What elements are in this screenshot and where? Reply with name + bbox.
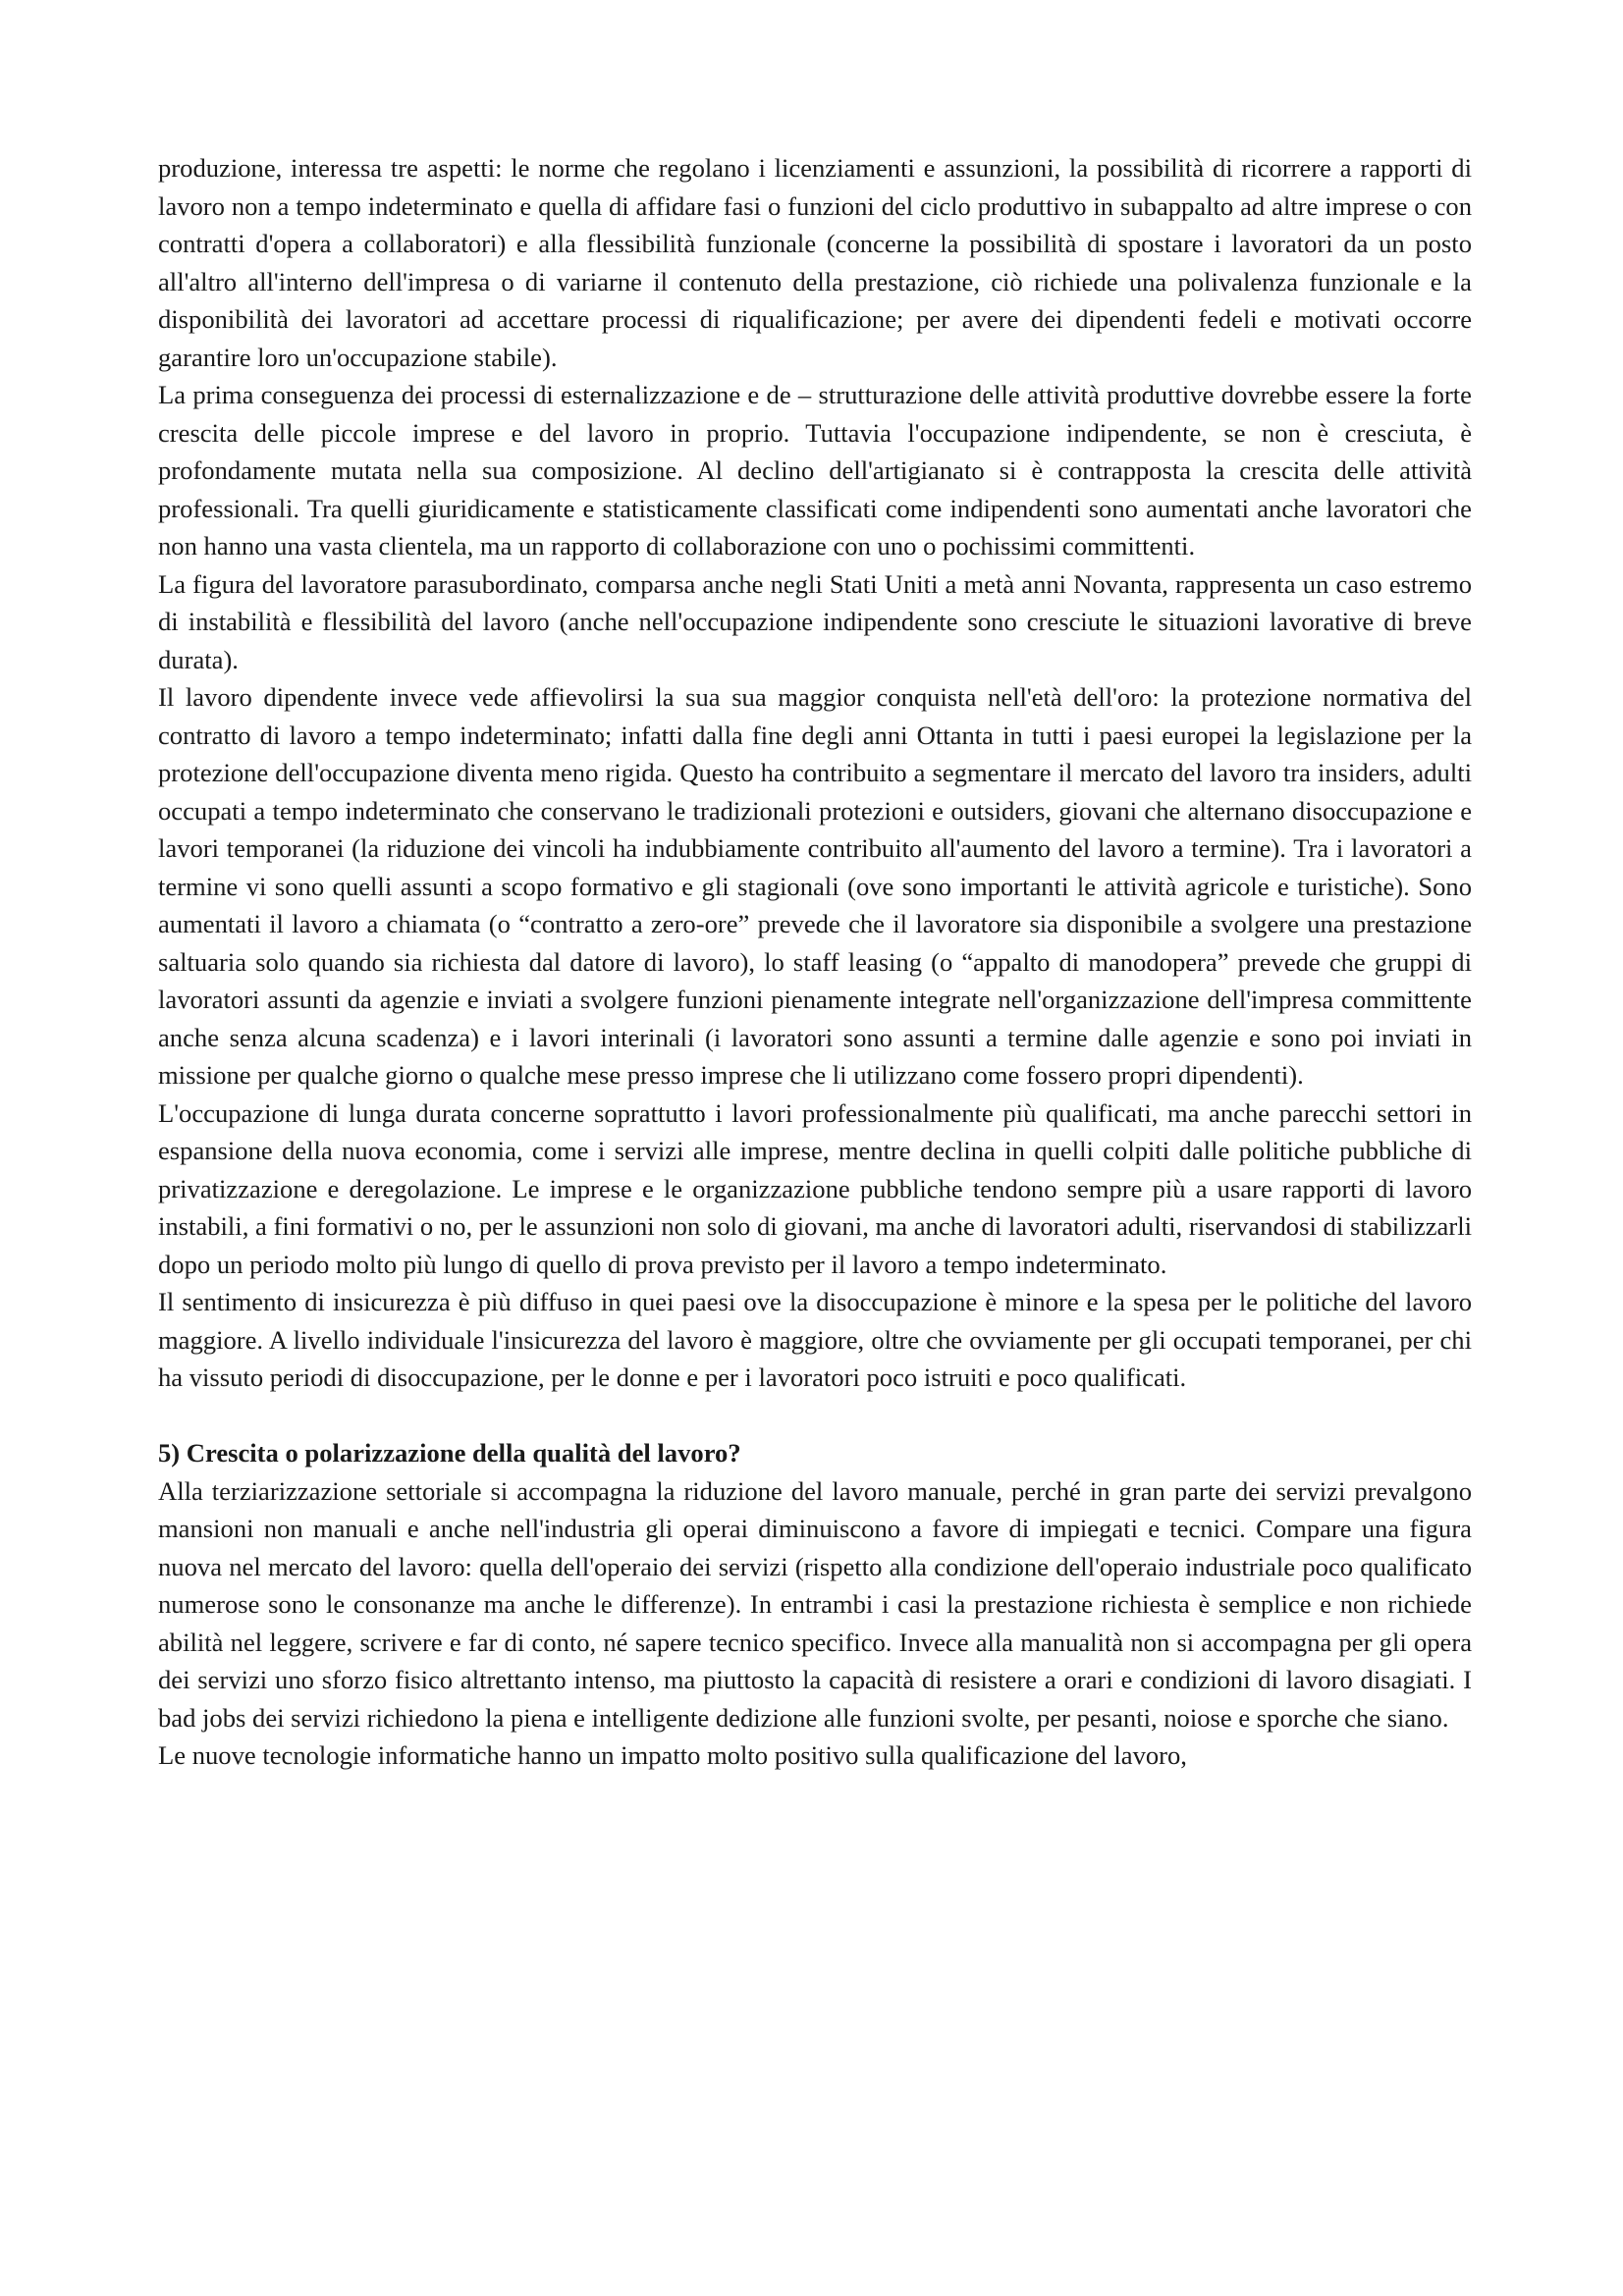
paragraph-terziarizzazione: Alla terziarizzazione settoriale si accompagna la riduzione del lavoro manuale, perché in gran parte dei servizi prevalgono mansioni non manuali e anche nell'industria gli operai diminuiscono a favore di impiegati e tecnici. Compare una figura nuova nel mercato del lavoro: quella dell'operaio dei servizi (rispetto alla condizione dell'operaio industriale poco qualificato numerose sono le consonanze ma anche le differenze). In entrambi i casi la prestazione richiesta è semplice e non richiede abilità nel leggere, scrivere e far di conto, né sapere tecnico specifico. Invece alla manualità non si accompagna per gli opera dei servizi uno sforzo fisico altrettanto intenso, ma piuttosto la capacità di resistere a orari e condizioni di lavoro disagiati. I bad jobs dei servizi richiedono la piena e intelligente dedizione alle funzioni svolte, per pesanti, noiose e sporche che siano. xyxy=(158,1475,1472,1733)
section-heading: 5) Crescita o polarizzazione della qualità del lavoro? xyxy=(158,1438,741,1468)
document-page xyxy=(158,149,1472,1775)
paragraph-insicurezza: Il sentimento di insicurezza è più diffuso in quei paesi ove la disoccupazione è minore e la spesa per le politiche del lavoro maggiore. A livello individuale l'insicurezza del lavoro è maggiore, oltre che ovviamente per gli occupati temporanei, per chi ha vissuto periodi di disoccupazione, per le donne e per i lavoratori poco istruiti e poco qualificati. xyxy=(158,1287,1472,1392)
paragraph-esternalizzazione: La prima conseguenza dei processi di esternalizzazione e de – strutturazione delle attività produttive dovrebbe essere la forte crescita delle piccole imprese e del lavoro in proprio. Tuttavia l'occupazione indipendente, se non è cresciuta, è profondamente mutata nella sua composizione. Al declino dell'artigianato si è contrapposta la crescita delle attività professionali. Tra quelli giuridicamente e statisticamente classificati come indipendenti sono aumentati anche lavoratori che non hanno una vasta clientela, ma un rapporto di collaborazione con uno o pochissimi committenti. xyxy=(158,380,1472,561)
paragraph-occupazione-lunga-durata: L'occupazione di lunga durata concerne soprattutto i lavori professionalmente più qualificati, ma anche parecchi settori in espansione della nuova economia, come i servizi alle imprese, mentre declina in quelli colpiti dalle politiche pubbliche di privatizzazione e deregolazione. Le imprese e le organizzazione pubbliche tendono sempre più a usare rapporti di lavoro instabili, a fini formativi o no, per le assunzioni non solo di giovani, ma anche di lavoratori adulti, riservandosi di stabilizzarli dopo un periodo molto più lungo di quello di prova previsto per il lavoro a tempo indeterminato. xyxy=(158,1097,1472,1279)
paragraph-nuove-tecnologie: Le nuove tecnologie informatiche hanno un impatto molto positivo sulla qualificazione del lavoro, xyxy=(158,1740,1187,1770)
paragraph-flessibilita: produzione, interessa tre aspetti: le norme che regolano i licenziamenti e assunzioni, la possibilità di ricorrere a rapporti di lavoro non a tempo indeterminato e quella di affidare fasi o funzioni del ciclo produttivo in subappalto ad altre imprese o con contratti d'opera a collaboratori) e alla flessibilità funzionale (concerne la possibilità di spostare i lavoratori da un posto all'altro all'interno dell'impresa o di variarne il contenuto della prestazione, ciò richiede una polivalenza funzionale e la disponibilità dei lavoratori ad accettare processi di riqualificazione; per avere dei dipendenti fedeli e motivati occorre garantire loro un'occupazione stabile). xyxy=(158,153,1472,372)
paragraph-parasubordinato: La figura del lavoratore parasubordinato, comparsa anche negli Stati Uniti a metà anni Novanta, rappresenta un caso estremo di instabilità e flessibilità del lavoro (anche nell'occupazione indipendente sono cresciute le situazioni lavorative di breve durata). xyxy=(158,568,1472,674)
paragraph-lavoro-dipendente: Il lavoro dipendente invece vede affievolirsi la sua sua maggior conquista nell'età dell'oro: la protezione normativa del contratto di lavoro a tempo indeterminato; infatti dalla fine degli anni Ottanta in tutti i paesi europei la legislazione per la protezione dell'occupazione diventa meno rigida. Questo ha contribuito a segmentare il mercato del lavoro tra insiders, adulti occupati a tempo indeterminato che conservano le tradizionali protezioni e outsiders, giovani che alternano disoccupazione e lavori temporanei (la riduzione dei vincoli ha indubbiamente contribuito all'aumento del lavoro a termine). Tra i lavoratori a termine vi sono quelli assunti a scopo formativo e gli stagionali (ove sono importanti le attività agricole e turistiche). Sono aumentati il lavoro a chiamata (o “contratto a zero-ore” prevede che il lavoratore sia disponibile a svolgere una prestazione saltuaria solo quando sia richiesta dal datore di lavoro), lo staff leasing (o “appalto di manodopera” prevede che gruppi di lavoratori assunti da agenzie e inviati a svolgere funzioni pienamente integrate nell'organizzazione dell'impresa committente anche senza alcuna scadenza) e i lavori interinali (i lavoratori sono assunti a termine dalle agenzie e sono poi inviati in missione per qualche giorno o qualche mese presso imprese che li utilizzano come fossero propri dipendenti). xyxy=(158,682,1472,1090)
